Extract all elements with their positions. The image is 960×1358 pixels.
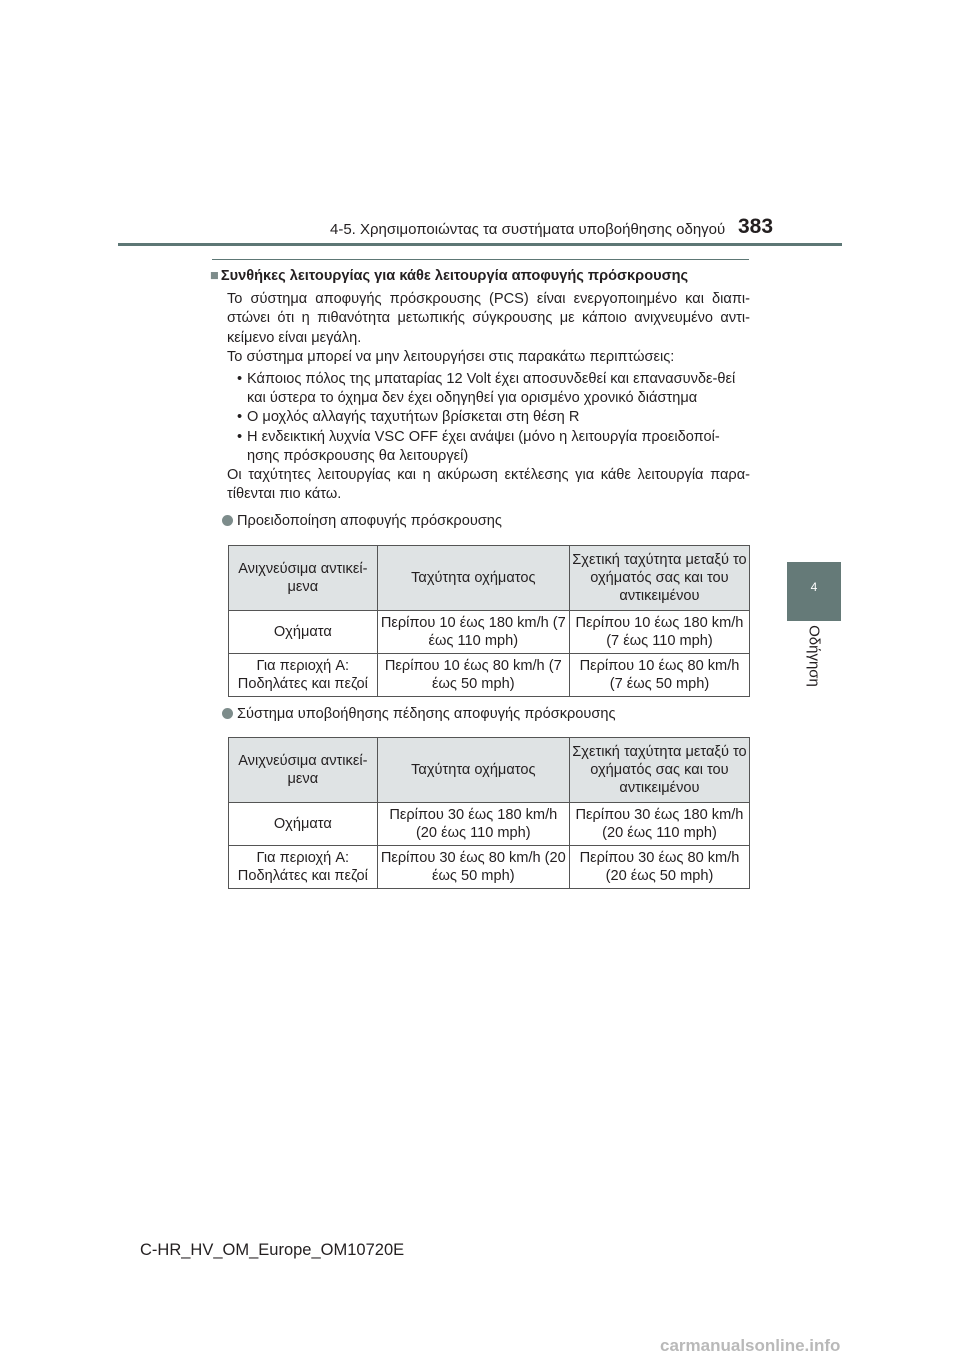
main-content <box>210 267 750 889</box>
column-header-vehicle-speed: Ταχύτητα οχήματος <box>377 737 569 802</box>
table-header-row <box>229 545 750 610</box>
table-row <box>229 653 750 696</box>
table-row <box>229 610 750 653</box>
header-rule <box>118 243 842 246</box>
cell-object: Για περιοχή A: Ποδηλάτες και πεζοί <box>229 845 378 888</box>
column-header-objects: Ανιχνεύσιμα αντικεί-μενα <box>229 545 378 610</box>
table-row <box>229 802 750 845</box>
cell-relative-speed: Περίπου 30 έως 180 km/h (20 έως 110 mph) <box>569 802 749 845</box>
bullet-dot-icon: • <box>237 428 243 445</box>
table-1-heading <box>222 512 750 531</box>
section-intro: Το σύστημα αποφυγής πρόσκρουσης (PCS) είναι ενεργοποιημένο και διαπι-στώνει ότι η πιθανότητα μετωπικής σύγκρουσης με κάποιο ανιχνευμένο αντι-κείμενο είναι μεγάλη. <box>227 291 750 346</box>
cell-vehicle-speed: Περίπου 10 έως 180 km/h (7 έως 110 mph) <box>377 610 569 653</box>
section-outro: Οι ταχύτητες λειτουργίας και η ακύρωση εκτέλεσης για κάθε λειτουργία παρα-τίθενται πιο κάτω. <box>227 467 750 503</box>
list-item <box>210 408 750 427</box>
bullet-dot-icon: • <box>237 409 243 426</box>
list-item <box>210 428 750 466</box>
page-header-title: 4-5. Χρησιμοποιώντας τα συστήματα υποβοήθησης οδηγού <box>330 221 726 238</box>
table-2-heading <box>222 705 750 724</box>
cell-relative-speed: Περίπου 30 έως 80 km/h (20 έως 50 mph) <box>569 845 749 888</box>
circle-bullet-icon <box>222 708 233 719</box>
column-header-objects: Ανιχνεύσιμα αντικεί-μενα <box>229 737 378 802</box>
section-cases-intro: Το σύστημα μπορεί να μην λειτουργήσει στις παρακάτω περιπτώσεις: <box>227 348 675 365</box>
list-item-text: Κάποιος πόλος της μπαταρίας 12 Volt έχει αποσυνδεθεί και επανασυνδε-θεί και ύστερα το όχημα δεν έχει οδηγηθεί για ορισμένο χρονικό διάστημα <box>247 371 736 407</box>
brake-assist-speed-table <box>228 737 750 889</box>
cell-vehicle-speed: Περίπου 30 έως 80 km/h (20 έως 50 mph) <box>377 845 569 888</box>
table-header-row <box>229 737 750 802</box>
chapter-side-label: Οδήγηση <box>805 625 823 687</box>
section-heading-text: Συνθήκες λειτουργίας για κάθε λειτουργία αποφυγής πρόσκρουσης <box>220 268 689 284</box>
circle-bullet-icon <box>222 515 233 526</box>
table-row <box>229 845 750 888</box>
cell-vehicle-speed: Περίπου 10 έως 80 km/h (7 έως 50 mph) <box>377 653 569 696</box>
cell-object: Οχήματα <box>229 802 378 845</box>
cell-relative-speed: Περίπου 10 έως 80 km/h (7 έως 50 mph) <box>569 653 749 696</box>
cell-object: Οχήματα <box>229 610 378 653</box>
cases-list <box>210 370 750 466</box>
column-header-relative-speed: Σχετική ταχύτητα μεταξύ το οχήματός σας και του αντικειμένου <box>569 545 749 610</box>
table-1-heading-text: Προειδοποίηση αποφυγής πρόσκρουσης <box>237 513 502 530</box>
square-bullet-icon: ■ <box>210 268 219 284</box>
chapter-side-tab[interactable] <box>787 562 841 621</box>
bullet-dot-icon: • <box>237 371 243 388</box>
table-2-heading-text: Σύστημα υποβοήθησης πέδησης αποφυγής πρόσκρουσης <box>237 705 616 722</box>
section-heading <box>210 267 750 286</box>
cell-object: Για περιοχή A: Ποδηλάτες και πεζοί <box>229 653 378 696</box>
cell-vehicle-speed: Περίπου 30 έως 180 km/h (20 έως 110 mph) <box>377 802 569 845</box>
section-rule <box>212 259 749 260</box>
footer-doc-code: C-HR_HV_OM_Europe_OM10720E <box>140 1241 405 1259</box>
list-item <box>210 370 750 408</box>
page-number: 383 <box>738 215 774 238</box>
warning-speed-table <box>228 545 750 697</box>
chapter-number: 4 <box>810 580 818 594</box>
column-header-vehicle-speed: Ταχύτητα οχήματος <box>377 545 569 610</box>
column-header-relative-speed: Σχετική ταχύτητα μεταξύ το οχήματός σας και του αντικειμένου <box>569 737 749 802</box>
cell-relative-speed: Περίπου 10 έως 180 km/h (7 έως 110 mph) <box>569 610 749 653</box>
list-item-text: Ο μοχλός αλλαγής ταχυτήτων βρίσκεται στη θέση R <box>247 409 580 426</box>
list-item-text: Η ενδεικτική λυχνία VSC OFF έχει ανάψει (μόνο η λειτουργία προειδοποί-ησης πρόσκρουσης θα λειτουργεί) <box>247 428 720 464</box>
watermark[interactable]: carmanualsonline.info <box>660 1336 841 1355</box>
